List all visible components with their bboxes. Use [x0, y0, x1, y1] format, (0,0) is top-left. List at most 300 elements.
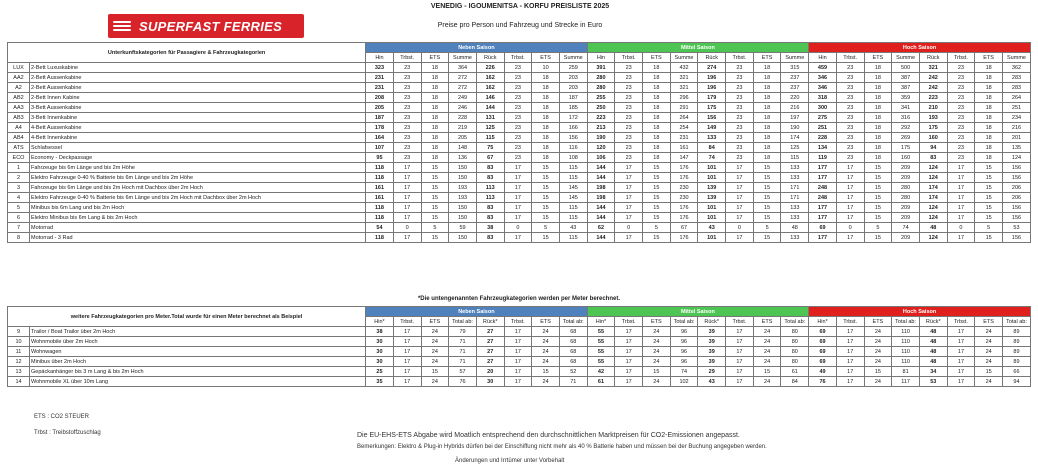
price-cell: 39 [698, 357, 726, 367]
price-cell: 175 [919, 123, 947, 133]
price-cell: 15 [643, 213, 671, 223]
price-cell: 69 [809, 327, 837, 337]
price-cell: 18 [421, 63, 449, 73]
category-code: AB2 [8, 93, 30, 103]
price-cell: 176 [670, 203, 698, 213]
price-cell: 17 [726, 367, 754, 377]
price-cell: 110 [892, 347, 920, 357]
season-header: Mittel Saison [587, 307, 809, 317]
price-cell: 15 [421, 203, 449, 213]
price-cell: 18 [975, 73, 1003, 83]
price-cell: 17 [393, 213, 421, 223]
price-cell: 17 [504, 377, 532, 387]
price-cell: 17 [726, 163, 754, 173]
price-cell: 23 [504, 123, 532, 133]
price-cell: 174 [919, 193, 947, 203]
price-cell: 113 [476, 193, 504, 203]
column-header: Trbst. [836, 53, 864, 63]
price-cell: 18 [532, 153, 560, 163]
price-cell: 39 [698, 327, 726, 337]
price-cell: 74 [698, 153, 726, 163]
season-header-row [8, 43, 1031, 53]
price-cell: 24 [975, 347, 1003, 357]
price-cell: 18 [753, 113, 781, 123]
price-cell: 23 [393, 63, 421, 73]
price-cell: 18 [643, 103, 671, 113]
price-cell: 15 [532, 203, 560, 213]
price-cell: 23 [836, 113, 864, 123]
price-cell: 71 [559, 377, 587, 387]
price-cell: 133 [781, 173, 809, 183]
price-cell: 220 [781, 93, 809, 103]
price-cell: 23 [393, 83, 421, 93]
price-cell: 17 [615, 367, 643, 377]
category-code: A4 [8, 123, 30, 133]
price-cell: 17 [726, 337, 754, 347]
price-cell: 17 [615, 203, 643, 213]
price-cell: 17 [393, 203, 421, 213]
column-header: Summe [892, 53, 920, 63]
price-cell: 23 [615, 83, 643, 93]
price-cell: 66 [1002, 367, 1030, 377]
price-cell: 24 [532, 377, 560, 387]
price-cell: 15 [421, 233, 449, 243]
price-cell: 17 [393, 357, 421, 367]
table-row [8, 153, 1031, 163]
price-cell: 177 [809, 213, 837, 223]
category-code: ECO [8, 153, 30, 163]
price-cell: 75 [476, 143, 504, 153]
price-cell: 18 [975, 83, 1003, 93]
price-cell: 23 [393, 133, 421, 143]
table-row [8, 103, 1031, 113]
season-header: Hoch Saison [809, 43, 1031, 53]
price-cell: 17 [393, 183, 421, 193]
price-cell: 387 [892, 83, 920, 93]
price-cell: 96 [670, 347, 698, 357]
price-cell: 83 [476, 163, 504, 173]
price-cell: 18 [532, 123, 560, 133]
price-cell: 15 [975, 193, 1003, 203]
price-cell: 38 [476, 223, 504, 233]
category-label: Schlafsessel [30, 143, 366, 153]
category-code: 2 [8, 173, 30, 183]
price-cell: 48 [919, 357, 947, 367]
column-header: ETS [421, 317, 449, 327]
price-cell: 23 [726, 153, 754, 163]
table-title: weitere Fahrzeugkategorien pro Meter.Total wurde für einen Meter berechnet als Beispiel [8, 307, 366, 327]
price-cell: 15 [975, 203, 1003, 213]
price-cell: 17 [836, 233, 864, 243]
price-cell: 18 [643, 63, 671, 73]
price-cell: 117 [892, 377, 920, 387]
column-header: Trbst. [393, 53, 421, 63]
category-label: 3-Bett Innenkabine [30, 113, 366, 123]
price-cell: 175 [698, 103, 726, 113]
price-cell: 23 [393, 103, 421, 113]
price-cell: 156 [1002, 163, 1030, 173]
column-header: Trbst. [393, 317, 421, 327]
column-header: ETS [643, 53, 671, 63]
price-cell: 55 [587, 347, 615, 357]
price-cell: 193 [449, 193, 477, 203]
table-row [8, 163, 1031, 173]
price-cell: 83 [476, 203, 504, 213]
price-cell: 23 [726, 133, 754, 143]
price-cell: 15 [421, 173, 449, 183]
price-cell: 15 [532, 163, 560, 173]
price-cell: 101 [698, 213, 726, 223]
category-code: 14 [8, 377, 30, 387]
column-header: Trbst. [836, 317, 864, 327]
price-cell: 34 [919, 367, 947, 377]
price-cell: 216 [1002, 123, 1030, 133]
category-code: 8 [8, 233, 30, 243]
price-cell: 15 [753, 213, 781, 223]
price-cell: 89 [1002, 327, 1030, 337]
disclaimer: Änderungen und Irrtümer unter Vorbehalt [455, 458, 565, 464]
column-header: Total ab: [670, 317, 698, 327]
price-cell: 17 [836, 377, 864, 387]
table-row [8, 133, 1031, 143]
price-cell: 205 [366, 103, 394, 113]
price-cell: 17 [836, 163, 864, 173]
price-cell: 18 [532, 103, 560, 113]
price-cell: 18 [864, 73, 892, 83]
price-cell: 110 [892, 337, 920, 347]
price-cell: 17 [726, 203, 754, 213]
price-cell: 18 [643, 83, 671, 93]
table-row [8, 347, 1031, 357]
category-code: 11 [8, 347, 30, 357]
price-cell: 18 [975, 103, 1003, 113]
price-cell: 24 [532, 337, 560, 347]
price-cell: 43 [698, 223, 726, 233]
price-cell: 23 [836, 73, 864, 83]
price-cell: 231 [366, 73, 394, 83]
price-cell: 18 [975, 63, 1003, 73]
price-cell: 118 [366, 233, 394, 243]
price-cell: 203 [559, 73, 587, 83]
price-cell: 17 [947, 357, 975, 367]
price-cell: 24 [421, 347, 449, 357]
price-cell: 196 [698, 83, 726, 93]
price-cell: 67 [476, 153, 504, 163]
season-header: Mittel Saison [587, 43, 809, 53]
price-cell: 176 [670, 173, 698, 183]
price-cell: 18 [864, 113, 892, 123]
price-cell: 18 [532, 73, 560, 83]
price-cell: 68 [559, 337, 587, 347]
price-cell: 18 [421, 123, 449, 133]
price-cell: 190 [587, 133, 615, 143]
price-cell: 15 [864, 183, 892, 193]
price-cell: 18 [975, 123, 1003, 133]
price-cell: 23 [504, 153, 532, 163]
price-cell: 25 [366, 367, 394, 377]
price-cell: 17 [504, 213, 532, 223]
price-cell: 24 [864, 327, 892, 337]
price-cell: 18 [753, 123, 781, 133]
column-header: Trbst. [504, 53, 532, 63]
price-cell: 106 [587, 153, 615, 163]
price-cell: 23 [947, 63, 975, 73]
price-cell: 49 [809, 367, 837, 377]
price-cell: 17 [726, 193, 754, 203]
price-cell: 48 [919, 327, 947, 337]
column-header: Total ab: [892, 317, 920, 327]
price-cell: 242 [919, 73, 947, 83]
price-cell: 125 [781, 143, 809, 153]
price-cell: 23 [504, 103, 532, 113]
price-cell: 150 [449, 233, 477, 243]
price-cell: 228 [449, 113, 477, 123]
column-header: Trbst. [615, 317, 643, 327]
price-cell: 176 [670, 233, 698, 243]
price-cell: 18 [753, 143, 781, 153]
price-cell: 124 [1002, 153, 1030, 163]
price-cell: 68 [559, 327, 587, 337]
column-header: Summe [670, 53, 698, 63]
price-cell: 17 [947, 233, 975, 243]
price-cell: 23 [504, 113, 532, 123]
price-cell: 23 [836, 133, 864, 143]
price-table-per-meter [7, 306, 1031, 387]
price-cell: 89 [1002, 347, 1030, 357]
price-cell: 231 [670, 133, 698, 143]
price-cell: 203 [559, 83, 587, 93]
price-cell: 162 [476, 73, 504, 83]
price-cell: 80 [781, 357, 809, 367]
price-cell: 280 [587, 83, 615, 93]
price-cell: 23 [947, 113, 975, 123]
price-cell: 107 [366, 143, 394, 153]
price-cell: 15 [975, 213, 1003, 223]
category-label: Motorrad [30, 223, 366, 233]
price-cell: 18 [975, 93, 1003, 103]
column-header: Hin* [809, 317, 837, 327]
price-cell: 147 [670, 153, 698, 163]
price-cell: 20 [476, 367, 504, 377]
price-cell: 17 [947, 193, 975, 203]
price-cell: 18 [864, 153, 892, 163]
price-cell: 23 [615, 123, 643, 133]
price-cell: 18 [421, 93, 449, 103]
price-cell: 69 [809, 223, 837, 233]
price-cell: 18 [421, 133, 449, 143]
price-cell: 15 [975, 183, 1003, 193]
price-cell: 24 [753, 347, 781, 357]
price-cell: 80 [781, 337, 809, 347]
price-cell: 69 [809, 337, 837, 347]
price-cell: 23 [836, 143, 864, 153]
table-row [8, 327, 1031, 337]
price-cell: 15 [421, 213, 449, 223]
price-cell: 459 [809, 63, 837, 73]
price-cell: 18 [864, 143, 892, 153]
price-cell: 161 [366, 193, 394, 203]
season-header: Neben Saison [366, 307, 588, 317]
column-header: Total ab: [449, 317, 477, 327]
price-cell: 23 [726, 143, 754, 153]
price-cell: 17 [836, 213, 864, 223]
price-cell: 237 [781, 83, 809, 93]
price-cell: 24 [864, 337, 892, 347]
price-cell: 198 [587, 193, 615, 203]
price-cell: 23 [726, 93, 754, 103]
price-cell: 115 [559, 233, 587, 243]
price-cell: 17 [615, 213, 643, 223]
category-label: Fahrzeuge bis 6m Länge und bis 2m Hoch mit Dachbox über 2m Hoch [30, 183, 366, 193]
category-label: Wohnmobile XL über 10m Lang [30, 377, 366, 387]
price-cell: 162 [476, 83, 504, 93]
price-cell: 18 [753, 133, 781, 143]
price-cell: 17 [726, 357, 754, 367]
price-cell: 391 [587, 63, 615, 73]
price-cell: 144 [587, 233, 615, 243]
price-cell: 18 [643, 73, 671, 83]
table-row [8, 113, 1031, 123]
column-header: ETS [532, 317, 560, 327]
price-cell: 17 [947, 213, 975, 223]
price-cell: 161 [366, 183, 394, 193]
price-cell: 18 [643, 123, 671, 133]
price-cell: 119 [809, 153, 837, 163]
price-cell: 156 [1002, 173, 1030, 183]
price-cell: 10 [532, 63, 560, 73]
price-cell: 0 [393, 223, 421, 233]
table-row [8, 357, 1031, 367]
price-cell: 15 [421, 193, 449, 203]
price-cell: 0 [726, 223, 754, 233]
price-cell: 144 [587, 163, 615, 173]
price-cell: 15 [753, 367, 781, 377]
brand-logo-text: SUPERFAST FERRIES [139, 18, 283, 34]
price-cell: 160 [892, 153, 920, 163]
price-cell: 17 [836, 337, 864, 347]
price-cell: 23 [836, 83, 864, 93]
price-cell: 187 [366, 113, 394, 123]
price-cell: 59 [449, 223, 477, 233]
price-cell: 24 [975, 337, 1003, 347]
page-subtitle: Preise pro Person und Fahrzeug und Strecke in Euro [437, 22, 603, 29]
price-cell: 15 [643, 203, 671, 213]
price-cell: 17 [947, 347, 975, 357]
table-row [8, 367, 1031, 377]
price-cell: 230 [670, 193, 698, 203]
price-cell: 23 [726, 103, 754, 113]
price-cell: 17 [393, 337, 421, 347]
price-cell: 83 [476, 213, 504, 223]
price-cell: 23 [504, 143, 532, 153]
price-cell: 216 [781, 103, 809, 113]
price-cell: 146 [476, 93, 504, 103]
price-cell: 17 [726, 377, 754, 387]
price-cell: 38 [366, 327, 394, 337]
price-cell: 197 [781, 113, 809, 123]
price-cell: 242 [919, 83, 947, 93]
price-cell: 23 [836, 123, 864, 133]
price-cell: 17 [615, 163, 643, 173]
brand-logo [108, 14, 304, 38]
price-cell: 17 [504, 193, 532, 203]
price-cell: 230 [670, 183, 698, 193]
column-header: Hin [809, 53, 837, 63]
price-cell: 17 [947, 377, 975, 387]
price-cell: 17 [504, 327, 532, 337]
price-cell: 53 [919, 377, 947, 387]
price-cell: 17 [393, 233, 421, 243]
price-cell: 118 [366, 163, 394, 173]
column-header: ETS [864, 317, 892, 327]
price-cell: 30 [366, 347, 394, 357]
price-cell: 124 [919, 163, 947, 173]
price-cell: 42 [587, 367, 615, 377]
price-cell: 15 [864, 213, 892, 223]
price-cell: 17 [947, 327, 975, 337]
column-header: ETS [753, 53, 781, 63]
column-header: Trbst. [947, 53, 975, 63]
price-cell: 17 [947, 337, 975, 347]
price-cell: 15 [532, 367, 560, 377]
price-cell: 15 [975, 163, 1003, 173]
price-cell: 193 [449, 183, 477, 193]
price-cell: 17 [836, 193, 864, 203]
price-cell: 15 [864, 367, 892, 377]
price-cell: 23 [504, 93, 532, 103]
price-cell: 17 [504, 233, 532, 243]
price-cell: 15 [643, 173, 671, 183]
price-cell: 23 [393, 153, 421, 163]
price-cell: 18 [975, 153, 1003, 163]
price-cell: 145 [559, 193, 587, 203]
price-cell: 177 [809, 203, 837, 213]
price-cell: 133 [781, 213, 809, 223]
price-cell: 144 [587, 203, 615, 213]
table-row [8, 213, 1031, 223]
price-cell: 24 [643, 357, 671, 367]
price-cell: 61 [587, 377, 615, 387]
price-cell: 24 [532, 347, 560, 357]
column-header: Trbst. [947, 317, 975, 327]
price-cell: 17 [393, 347, 421, 357]
price-cell: 23 [615, 63, 643, 73]
price-cell: 171 [781, 193, 809, 203]
column-header: Total ab: [1002, 317, 1030, 327]
price-cell: 144 [587, 213, 615, 223]
price-cell: 115 [559, 203, 587, 213]
price-cell: 156 [1002, 233, 1030, 243]
price-cell: 23 [726, 63, 754, 73]
price-cell: 23 [947, 153, 975, 163]
price-cell: 24 [421, 327, 449, 337]
price-cell: 43 [698, 377, 726, 387]
category-label: Trailor / Boat Trailor über 2m Hoch [30, 327, 366, 337]
price-cell: 18 [864, 123, 892, 133]
price-cell: 23 [947, 93, 975, 103]
price-cell: 18 [532, 93, 560, 103]
price-cell: 15 [421, 163, 449, 173]
price-cell: 18 [643, 113, 671, 123]
price-cell: 341 [892, 103, 920, 113]
column-header: Rück* [919, 317, 947, 327]
category-label: Elektro Fahrzeuge 0-40 % Batterie bis 6m Länge und bis 2m Hoch mit Dachbox über 2m Hoch [30, 193, 366, 203]
price-cell: 177 [809, 173, 837, 183]
price-cell: 18 [753, 153, 781, 163]
table-row [8, 183, 1031, 193]
category-code: AA3 [8, 103, 30, 113]
price-cell: 5 [975, 223, 1003, 233]
